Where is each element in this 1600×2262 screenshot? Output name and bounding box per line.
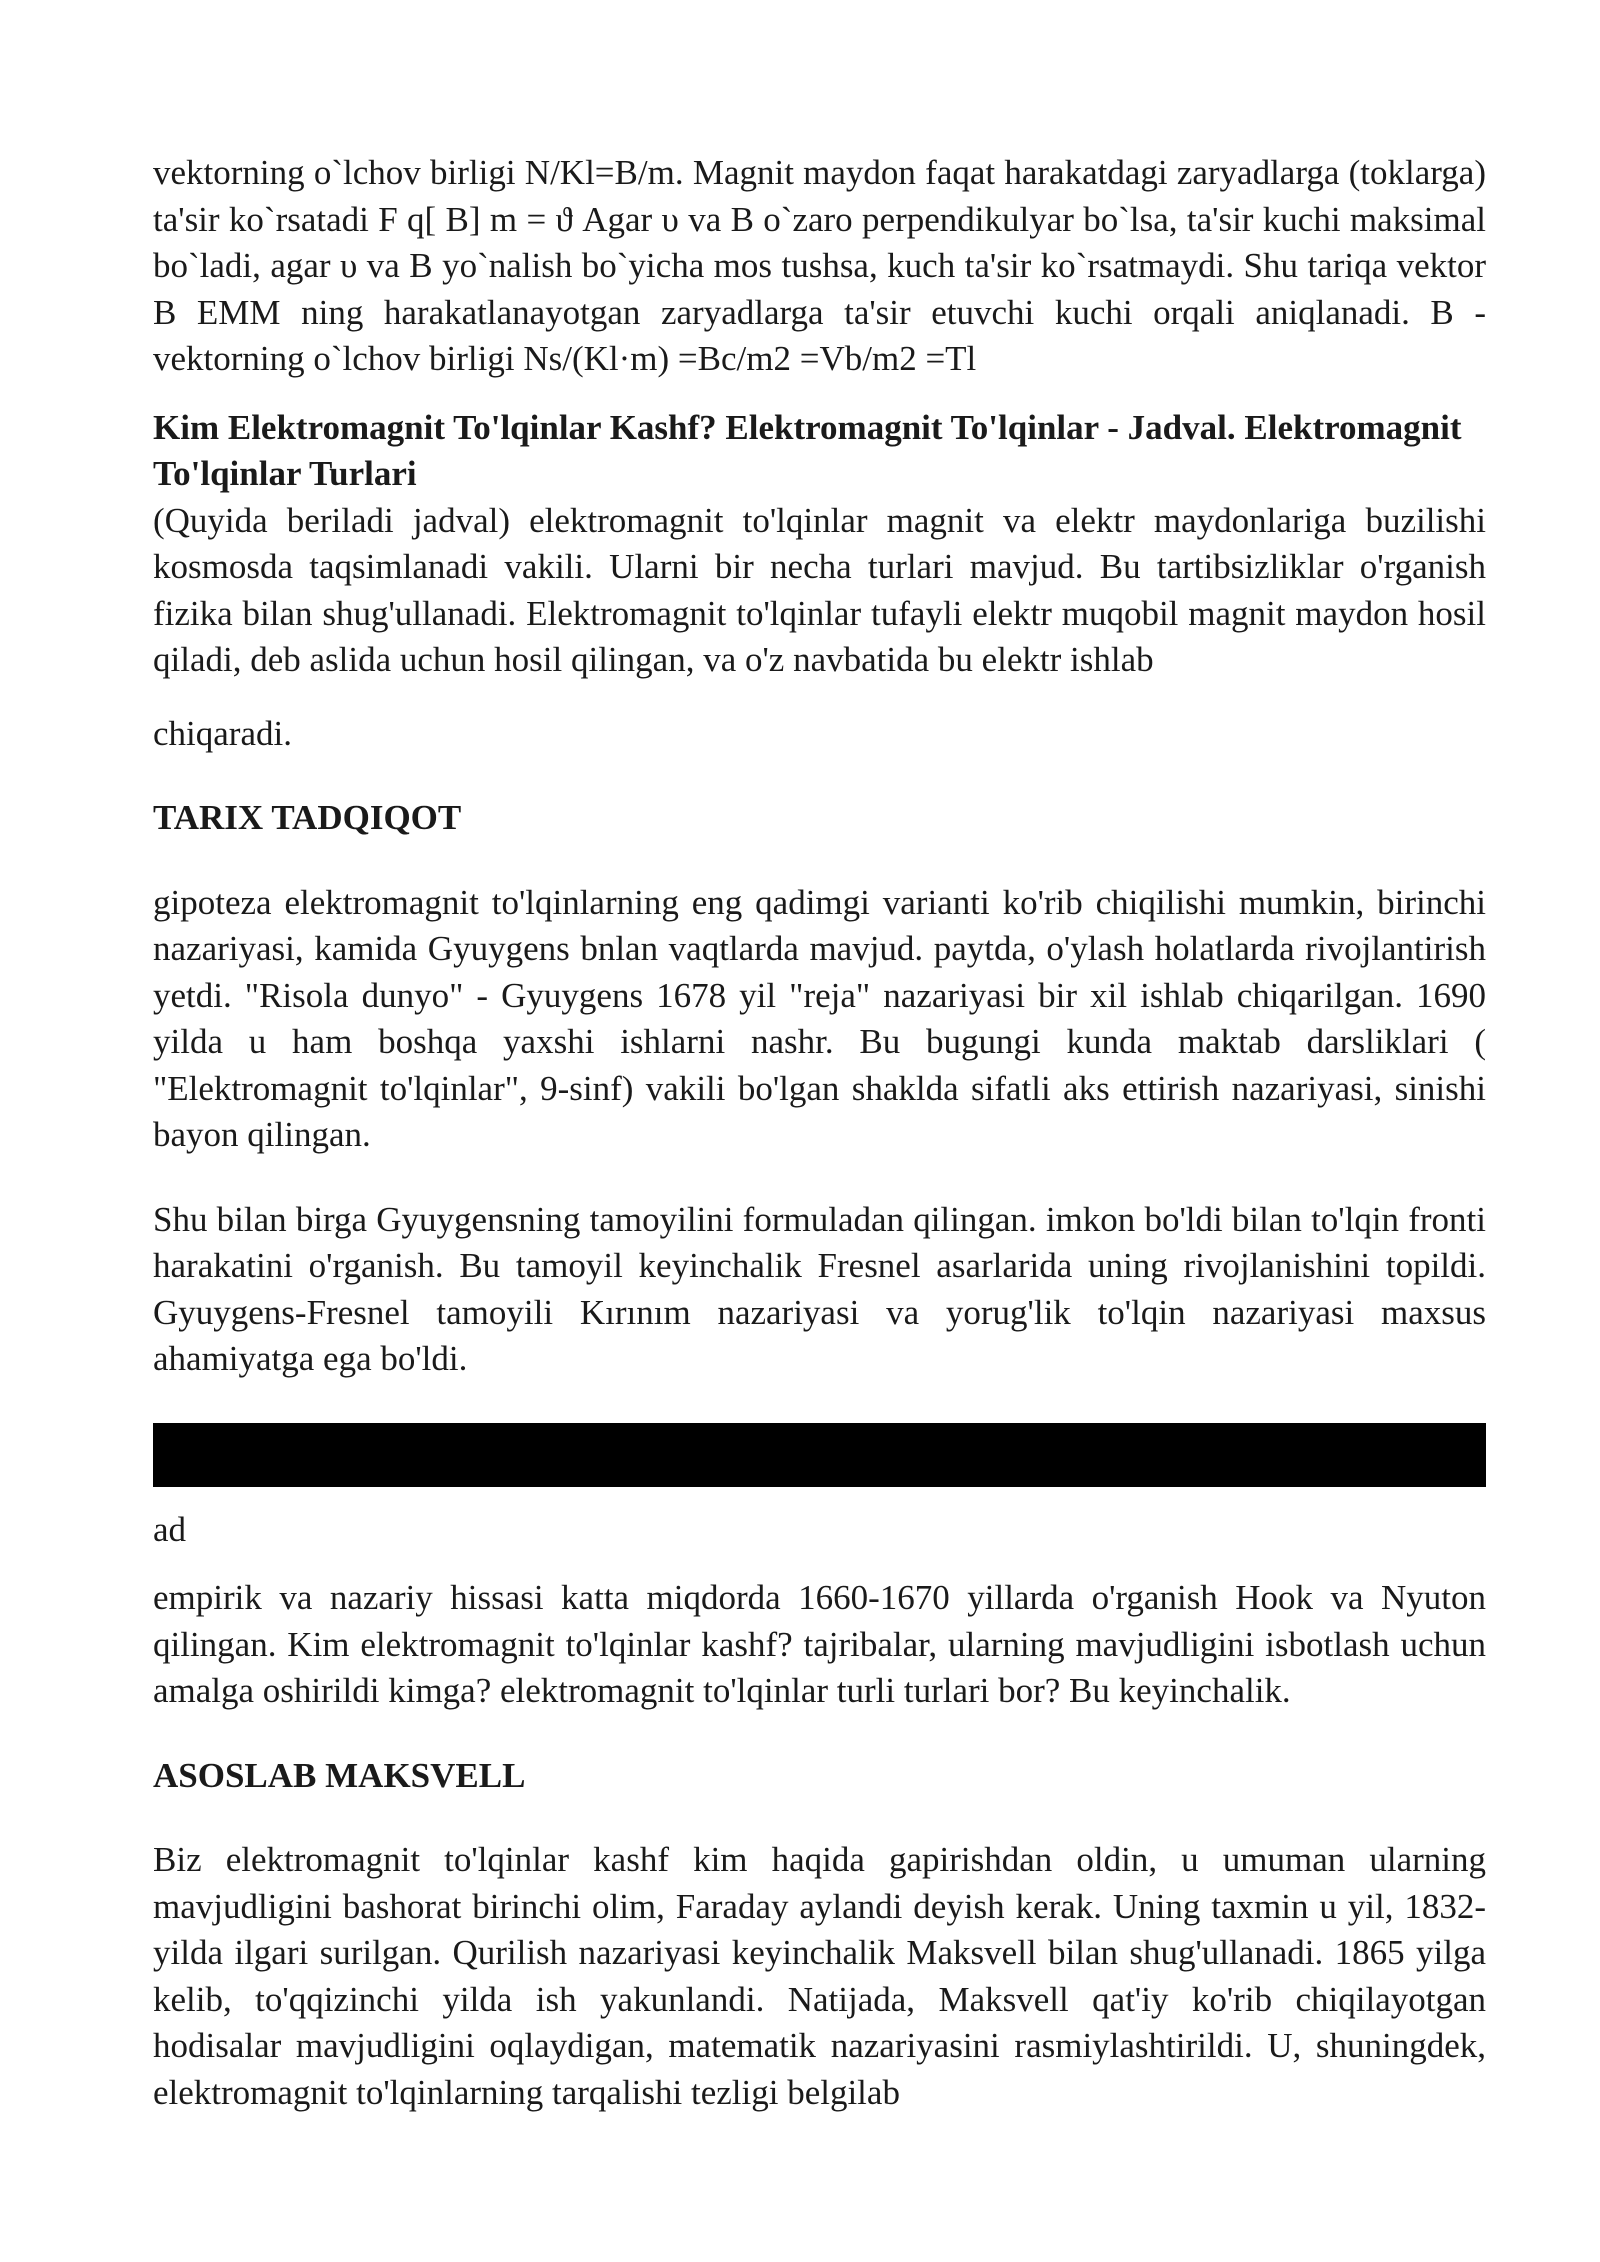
document-page bbox=[153, 150, 1486, 2116]
section-kashf-tail: chiqaradi. bbox=[153, 713, 292, 753]
intro-paragraph: vektorning o`lchov birligi N/Kl=B/m. Magnit maydon faqat harakatdagi zaryadlarga (toklarga) ta'sir ko`rsatadi F q[ B] m = ϑ Agar υ va B o`zaro perpendikulyar bo`lsa, ta'sir kuchi maksimal bo`ladi, agar υ va B yo`nalish bo`yicha mos tushsa, kuch ta'sir ko`rsatmaydi. Shu tariqa vektor B EMM ning harakatlanayotgan zaryadlarga ta'sir etuvchi kuchi orqali aniqlanadi. B - vektorning o`lchov birligi Ns/(Kl·m) =Bc/m2 =Vb/m2 =Tl bbox=[153, 153, 1486, 378]
section-tarix-paragraph-2: Shu bilan birga Gyuygensning tamoyilini formuladan qilingan. imkon bo'ldi bilan to'lqin fronti harakatini o'rganish. Bu tamoyil keyinchalik Fresnel asarlarida uning rivojlanishini topildi. Gyuygens-Fresnel tamoyili Kırınım nazariyasi va yorug'lik to'lqin nazariyasi maxsus ahamiyatga ega bo'ldi. bbox=[153, 1199, 1486, 1378]
section-maksvell-paragraph: Biz elektromagnit to'lqinlar kashf kim haqida gapirishdan oldin, u umuman ularning mavjudligini bashorat birinchi olim, Faraday aylandi deyish kerak. Uning taxmin u yil, 1832-yilda ilgari surilgan. Qurilish nazariyasi keyinchalik Maksvell bilan shug'ullanadi. 1865 yilga kelib, to'qqizinchi yilda ish yakunlandi. Natijada, Maksvell qat'iy ko'rib chiqilayotgan hodisalar mavjudligini oqlaydigan, matematik nazariyasini rasmiylashtirildi. U, shuningdek, elektromagnit to'lqinlarning tarqalishi tezligi belgilab bbox=[153, 1840, 1486, 2112]
section-kashf-paragraph: (Quyida beriladi jadval) elektromagnit to'lqinlar magnit va elektr maydonlariga buzilishi kosmosda taqsimlanadi vakili. Ularni bir necha turlari mavjud. Bu tartibsizliklar o'rganish fizika bilan shug'ullanadi. Elektromagnit to'lqinlar tufayli elektr muqobil magnit maydon hosil qiladi, deb aslida uchun hosil qilingan, va o'z navbatida bu elektr ishlab bbox=[153, 500, 1486, 679]
ad-banner[interactable] bbox=[153, 1423, 1486, 1487]
section-heading-kashf: Kim Elektromagnit To'lqinlar Kashf? Elektromagnit To'lqinlar - Jadval. Elektromagnit To'lqinlar Turlari bbox=[153, 407, 1462, 493]
section-tarix-paragraph-1: gipoteza elektromagnit to'lqinlarning eng qadimgi varianti ko'rib chiqilishi mumkin, birinchi nazariyasi, kamida Gyuygens bnlan vaqtlarda mavjud. paytda, o'ylash holatlarda rivojlantirish yetdi. "Risola dunyo" - Gyuygens 1678 yil "reja" nazariyasi bir xil ishlab chiqarilgan. 1690 yilda u ham boshqa yaxshi ishlarni nashr. Bu bugungi kunda maktab darsliklari ( "Elektromagnit to'lqinlar", 9-sinf) vakili bo'lgan shaklda sifatli aks ettirish nazariyasi, sinishi bayon qilingan. bbox=[153, 882, 1486, 1154]
ad-label: ad bbox=[153, 1509, 187, 1549]
section-heading-tarix: TARIX TADQIQOT bbox=[153, 798, 462, 837]
section-heading-maksvell: ASOSLAB MAKSVELL bbox=[153, 1755, 526, 1795]
section-empirik-paragraph: empirik va nazariy hissasi katta miqdorda 1660-1670 yillarda o'rganish Hook va Nyuton qilingan. Kim elektromagnit to'lqinlar kashf? tajribalar, ularning mavjudligini isbotlash uchun amalga oshirildi kimga? elektromagnit to'lqinlar turli turlari bor? Bu keyinchalik. bbox=[153, 1578, 1486, 1710]
